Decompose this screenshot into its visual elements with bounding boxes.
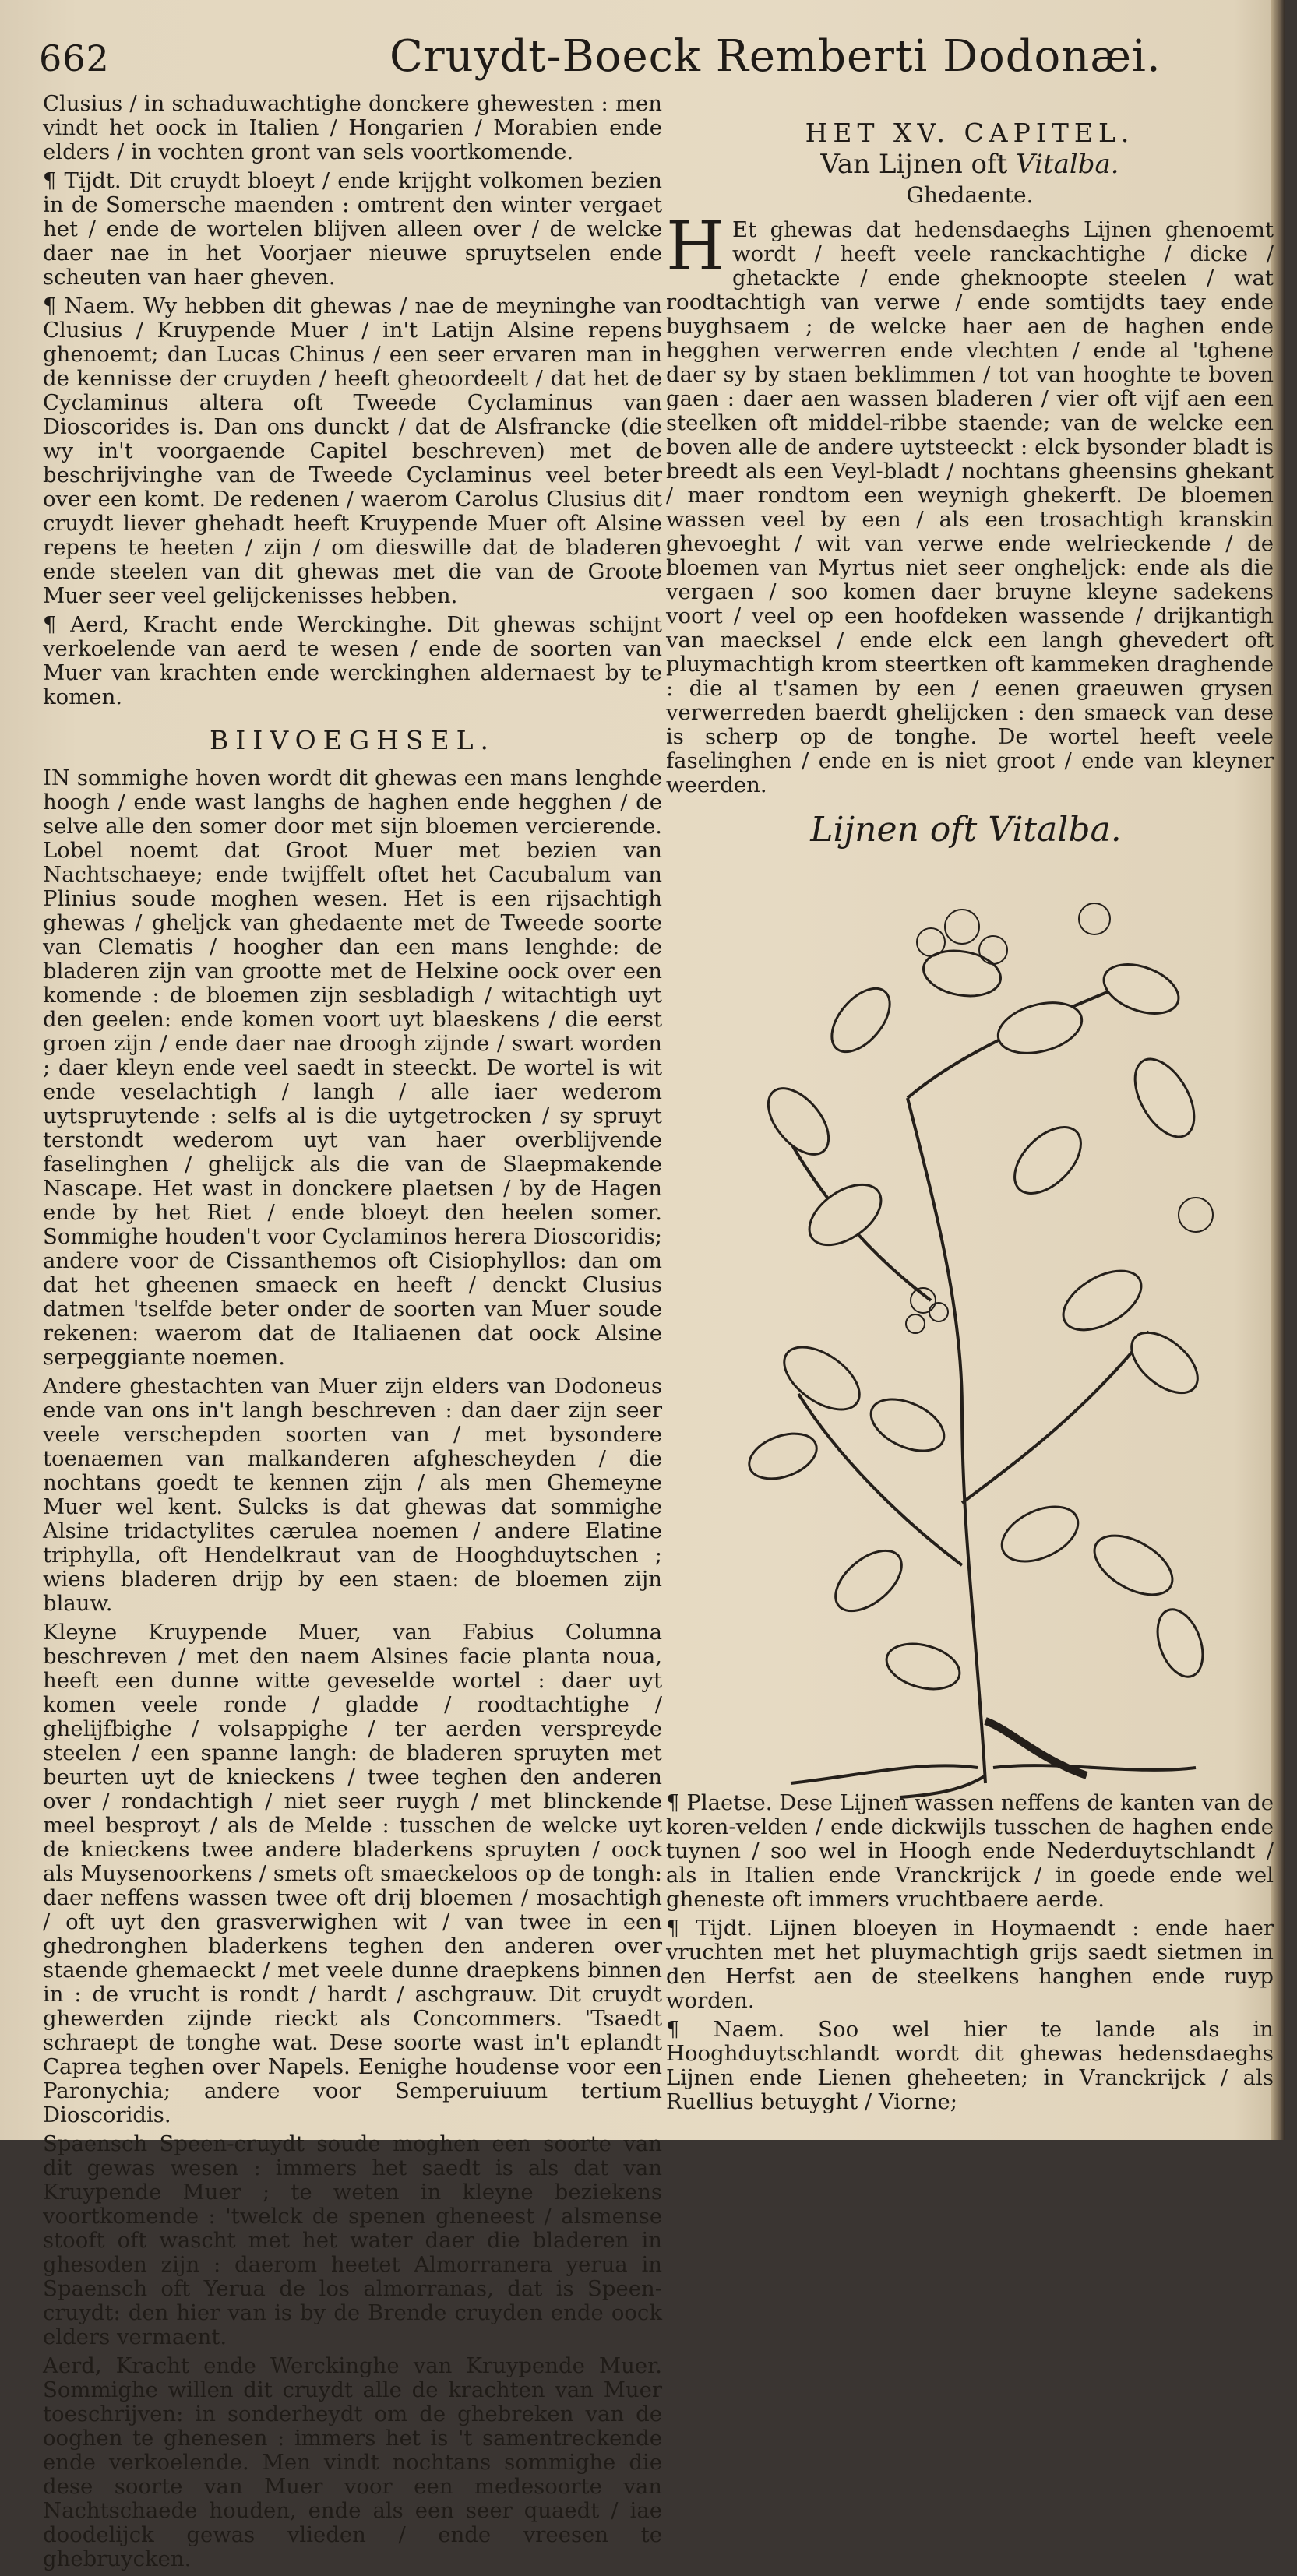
paragraph-tijdt: ¶ Tijdt. Dit cruydt bloeyt / ende krijght volkomen bezien in de Somersche maenden : omtrent den winter vergaet het / ende de wortelen blijven alleen over / de welcke daer nae in het Voorjaer nieuwe spruytselen ende scheuten van haer gheven. — [43, 168, 662, 290]
running-title: Cruydt-Boeck Remberti Dodonæi. — [389, 31, 1161, 82]
chapter-title-plain: Van Lijnen oft — [820, 149, 1008, 180]
vitalba-woodcut-illustration — [728, 864, 1235, 1799]
paragraph-continuation: Clusius / in schaduwachtighe donckere ghewesten : men vindt het oock in Italien / Hongarien / Morabien ende elders / in vochten gront van sels voortkomende. — [43, 91, 662, 164]
ghedaente-text: Et ghewas dat hedensdaeghs Lijnen ghenoemt wordt / heeft veele ranckachtighe / dicke / ghetackte / ende gheknoopte steelen / wat roodtachtigh van verwe / ende somtijdts taey ende buyghsaem ; de welcke haer aen de haghen ende hegghen verwerren ende vlechten / ende al 'tghene daer sy by staen beklimmen / tot van hooghte te boven gaen : daer aen wassen bladeren / vier oft vijf aen een steelken oft middel-ribbe staende; van de welcke een boven alle de andere uytsteeckt : elck bysonder bladt is breedt als een Veyl-bladt / nochtans gheensins ghekant / maer rondtom een weynigh ghekerft. De bloemen wassen veel by een / als een trosachtigh kranskin ghevoeght / wit van verwe ende welrieckende / de bloemen van Myrtus niet seer ongheljck: ende als die vergaen / soo komen daer bruyne kleyne sadekens voort / veel op een hoofdeken wassende / drijkantigh van maecksel / ende elck een langh ghevedert oft pluymachtigh krom steertken oft kammeken draghende : die al t'samen by een / eenen graeuwen grysen verwerreden baerdt ghelijcken : den smaeck van dese is scherp op de tonghe. De wortel heeft veele faselinghen / ende en is niet groot / ende van kleyner weerden. — [666, 217, 1274, 797]
page-header — [39, 31, 1254, 93]
paragraph-naem: ¶ Naem. Wy hebben dit ghewas / nae de meyninghe van Clusius / Kruypende Muer / in't Latijn Alsine repens ghenoemt; dan Lucas Chinus / een seer ervaren man in de kennisse der cruyden / heeft gheoordeelt / dat het de Cyclaminus altera oft Tweede Cyclaminus van Dioscorides is. Dan ons dunckt / dat de Alsfrancke (die wy in't voorgaende Capitel beschreven) met de beschrijvinghe van de Tweede Cyclaminus veel beter over een komt. De redenen / waerom Carolus Clusius dit cruydt liever ghehadt heeft Kruypende Muer oft Alsine repens te heeten / zijn / om dieswille dat de bladeren ende steelen van dit ghewas met die van de Groote Muer seer veel gelijckenisses hebben. — [43, 294, 662, 608]
paragraph-naem-right: ¶ Naem. Soo wel hier te lande als in Hooghduytschlandt wordt dit ghewas hedensdaeghs Lijnen ende Lienen gheheeten; in Vranckrijck / als Ruellius betuyght / Viorne; — [666, 2017, 1274, 2114]
paragraph-ghedaente — [666, 208, 1274, 797]
chapter-title-italic: Vitalba. — [1016, 149, 1119, 180]
right-column-lower — [666, 1791, 1274, 2119]
drop-cap: H — [666, 208, 724, 286]
branch-right — [962, 1332, 1149, 1503]
paragraph-bijvoeghsel-4: Spaensch Speen-cruydt soude moghen een soorte van dit gewas wesen : immers het saedt is als dat van Kruypende Muer ; te weten in kleyne beziekens voortkomende : 'twelck de spenen gheneest / alsmense stooft oft wascht met het water daer die bladeren in ghesoden zijn : daerom heetet Almorranera yerua in Spaensch oft Yerua de los almorranas, dat is Speen-cruydt: den hier van is by de Brende cruyden ende oock elders vermaent. — [43, 2131, 662, 2349]
paragraph-plaetse: ¶ Plaetse. Dese Lijnen wassen neffens de kanten van de koren-velden / ende dickwijls tusschen de haghen ende tuynen / soo wel in Hoogh ende Nederduytschlandt / als in Italien ende Vranckrijck / in goede ende wel gheneste oft immers vruchtbaere aerde. — [666, 1790, 1274, 1912]
chapter-title — [666, 149, 1274, 180]
page-number: 662 — [39, 37, 110, 79]
section-heading-bijvoeghsel: BIIVOEGHSEL. — [210, 725, 495, 755]
paragraph-bijvoeghsel-2: Andere ghestachten van Muer zijn elders van Dodoneus ende van ons in't langh beschreven : dan daer zijn seer veele verschepden soorten van / met bysondere toenaemen van malkanderen afghescheyden / die nochtans goedt te kennen zijn / als men Ghemeyne Muer wel kent. Sulcks is dat ghewas dat sommighe Alsine tridactylites cærulea noemen / andere Elatine triphylla, oft Hendelkraut van de Hooghduytschen ; wiens bladeren drijp by een staen: de bloemen zijn blauw. — [43, 1374, 662, 1616]
chapter-heading: HET XV. CAPITEL. — [805, 118, 1135, 148]
right-column — [666, 118, 1274, 802]
figure-caption: Lijnen oft Vitalba. — [810, 810, 1122, 850]
ghedaente-heading: Ghedaente. — [906, 182, 1034, 208]
paragraph-bijvoeghsel-1: IN sommighe hoven wordt dit ghewas een mans lenghde hoogh / ende wast langhs de haghen ende hegghen / de selve alle den somer door met sijn bloemen vercierende. Lobel noemt dat Groot Muer met bezien van Nachtschaeye; ende twijffelt oftet het Cacubalum van Plinius soude moghen wesen. Het is een rijsachtigh ghewas / gheljck van ghedaente met de Tweede soorte van Clematis / hoogher dan een mans lenghde: de bladeren zijn van grootte met de Helxine oock over een komende : de bloemen zijn sesbladigh / witachtigh uyt den geelen: ende komen voort uyt blaeskens / die eerst groen zijn / ende daer nae droogh zijnde / swart worden ; daer kleyn ende veel saedt in steeckt. De wortel is wit ende veselachtigh / langh / alle iaer wederom uytspruytende : selfs al is die uytgetrocken / sy spruyt terstondt wederom uyt van haer overblijvende faselinghen / ghelijck als die van de Slaepmakende Nascape. Het wast in donckere plaetsen / by de Hagen ende by het Riet / ende bloeyt den heelen somer. Sommighe houden't voor Cyclaminos herera Dioscoridis; andere voor de Cissanthemos oft Cisiophyllos: dan om dat het gheenen smaeck en heeft / denckt Clusius datmen 'tselfde beter onder de soorten van Muer soude rekenen: waerom dat de Italiaenen dat oock Alsine serpeggiante noemen. — [43, 765, 662, 1370]
left-column — [43, 92, 662, 2576]
paragraph-tijdt-right: ¶ Tijdt. Lijnen bloeyen in Hoymaendt : ende haer vruchten met het pluymachtigh grijs saedt sietmen in den Herfst aen de steelkens hanghen ende ruyp worden. — [666, 1916, 1274, 2013]
paragraph-bijvoeghsel-5: Aerd, Kracht ende Werckinghe van Kruypende Muer. Sommighe willen dit cruydt alle de krachten van Muer toeschrijven: in sonderheydt om de ghebreken van de ooghen te ghenesen : immers het is 't samentreckende ende verkoelende. Men vindt nochtans sommighe die dese soorte van Muer voor een medesoorte van Nachtschaede houden, ende als een seer quaedt / iae doodelijck gewas vlieden / ende vreesen te ghebruycken. — [43, 2353, 662, 2571]
paragraph-aerd: ¶ Aerd, Kracht ende Werckinghe. Dit ghewas schijnt verkoelende van aerd te wesen / ende de soorten van Muer van krachten ende werckinghen aldernaest by te komen. — [43, 612, 662, 709]
paragraph-bijvoeghsel-3: Kleyne Kruypende Muer, van Fabius Columna beschreven / met den naem Alsines facie planta noua, heeft een dunne witte geveselde wortel : daer uyt komen veele ronde / gladde / roodtachtighe / ghelijfbighe / volsappighe / ter aerden verspreyde steelen / een spanne langh: de bladeren spruyten met beurten uyt de knieckens / twee teghen den anderen over / rondachtigh / niet seer ruygh / met blinckende meel besproyt / als de Melde : tusschen de welcke uyt de knieckens twee andere bladerkens spruyten / oock als Muysenoorkens / smets oft smaeckeloos op de tongh: daer neffens wassen twee oft drij bloemen / mosachtigh / oft uyt den grasverwighen wit / van twee in een ghedronghen bladerkens teghen den anderen over staende ghemaeckt / met veele dunne draepkens binnen in : de vrucht is rondt / hardt / aschgrauw. Dit cruydt ghewerden zijnde rieckt als Concommers. 'Tsaedt schraept de tonghe wat. Dese soorte wast in't eplandt Caprea teghen over Napels. Eenighe houdense voor een Paronychia; andere voor Semperuiuum tertium Dioscoridis. — [43, 1620, 662, 2127]
